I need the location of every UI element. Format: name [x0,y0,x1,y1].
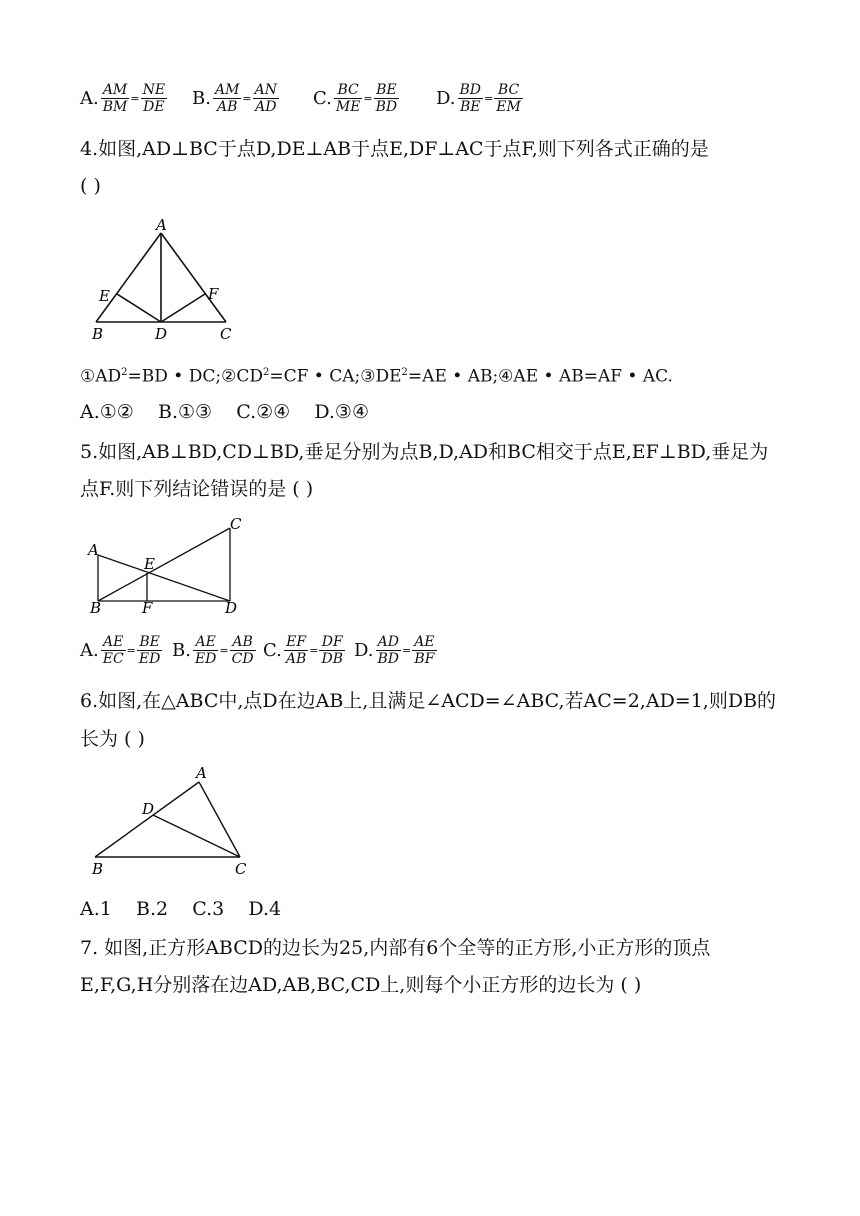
q6-label-c: C [235,860,247,878]
q6-label-b: B [92,860,104,878]
q5-label-a: A [88,541,99,559]
q3-option-d: D. $\frac{BD}{BE}$ = $\frac{BC}{EM}$ [436,82,521,115]
fraction: $\frac{BC}{EM}$ [496,82,521,115]
q5-label-d: D [225,599,238,617]
q5-label-b: B [90,599,102,617]
fraction: $\frac{AN}{AD}$ [254,82,277,115]
fraction: $\frac{AD}{BD}$ [377,634,400,667]
q6-label-a: A [196,764,207,782]
q6-figure [80,762,260,882]
q6-question-line2: 长为 ( ) [80,728,145,750]
q5-option-d: D. $\frac{AD}{BD}$ = $\frac{AE}{BF}$ [354,634,435,667]
q6-question-line1: 6.如图,在△ABC中,点D在边AB上,且满足∠ACD=∠ABC,若AC=2,AD=1,则DB的 [80,690,777,712]
q5-option-b: B. $\frac{AE}{ED}$ = $\frac{AB}{CD}$ [172,634,254,667]
q6-options: A.1 B.2 C.3 D.4 [80,898,282,920]
q4-label-d: D [155,325,168,343]
fraction: $\frac{AM}{BM}$ [102,82,128,115]
q5-label-c: C [230,515,242,533]
q5-label-e: E [144,555,155,573]
q4-statements: $①AD^2=BD$ • $DC;②CD^2=CF$ • $CA;③DE^2=AE$ • AB;④AE • AB=AF • AC. [80,366,673,387]
q4-options: A.①② B.①③ C.②④ D.③④ [80,401,369,423]
fraction: $\frac{AE}{EC}$ [102,634,124,667]
q7-question-line2: E,F,G,H分别落在边AD,AB,BC,CD上,则每个小正方形的边长为 ( ) [80,974,642,996]
q5-question-line2: 点F.则下列结论错误的是 ( ) [80,478,314,500]
fraction: $\frac{AE}{ED}$ [194,634,217,667]
q4-figure [80,215,250,345]
q5-option-c: C. $\frac{EF}{AB}$ = $\frac{DF}{DB}$ [263,634,343,667]
fraction: $\frac{EF}{AB}$ [285,634,307,667]
q5-option-a: A. $\frac{AE}{EC}$ = $\frac{BE}{ED}$ [80,634,161,667]
q5-question-line1: 5.如图,AB⊥BD,CD⊥BD,垂足分别为点B,D,AD和BC相交于点E,EF⊥BD,垂足为 [80,441,769,463]
q4-answer-paren: ( ) [80,175,101,197]
fraction: $\frac{AM}{AB}$ [214,82,240,115]
fraction: $\frac{BE}{ED}$ [138,634,161,667]
fraction: $\frac{AE}{BF}$ [414,634,435,667]
q4-label-f: F [208,285,219,303]
q4-label-c: C [220,325,232,343]
fraction: $\frac{AB}{CD}$ [231,634,254,667]
q5-figure [80,515,250,620]
q3-option-c: C. $\frac{BC}{ME}$ = $\frac{BE}{BD}$ [313,82,398,115]
q4-question-text: 4.如图,AD⊥BC于点D,DE⊥AB于点E,DF⊥AC于点F,则下列各式正确的是 [80,138,709,160]
fraction: $\frac{DF}{DB}$ [321,634,343,667]
q7-question-line1: 7. 如图,正方形ABCD的边长为25,内部有6个全等的正方形,小正方形的顶点 [80,937,711,959]
q5-label-f: F [142,599,153,617]
fraction: $\frac{NE}{DE}$ [142,82,166,115]
q6-label-d: D [142,800,155,818]
q4-label-b: B [92,325,104,343]
q4-label-e: E [99,287,110,305]
q3-option-b: B. $\frac{AM}{AB}$ = $\frac{AN}{AD}$ [192,82,277,115]
fraction: $\frac{BC}{ME}$ [335,82,361,115]
fraction: $\frac{BE}{BD}$ [375,82,398,115]
q3-option-a: A. $\frac{AM}{BM}$ = $\frac{NE}{DE}$ [80,82,166,115]
q4-label-a: A [156,216,167,234]
fraction: $\frac{BD}{BE}$ [459,82,482,115]
